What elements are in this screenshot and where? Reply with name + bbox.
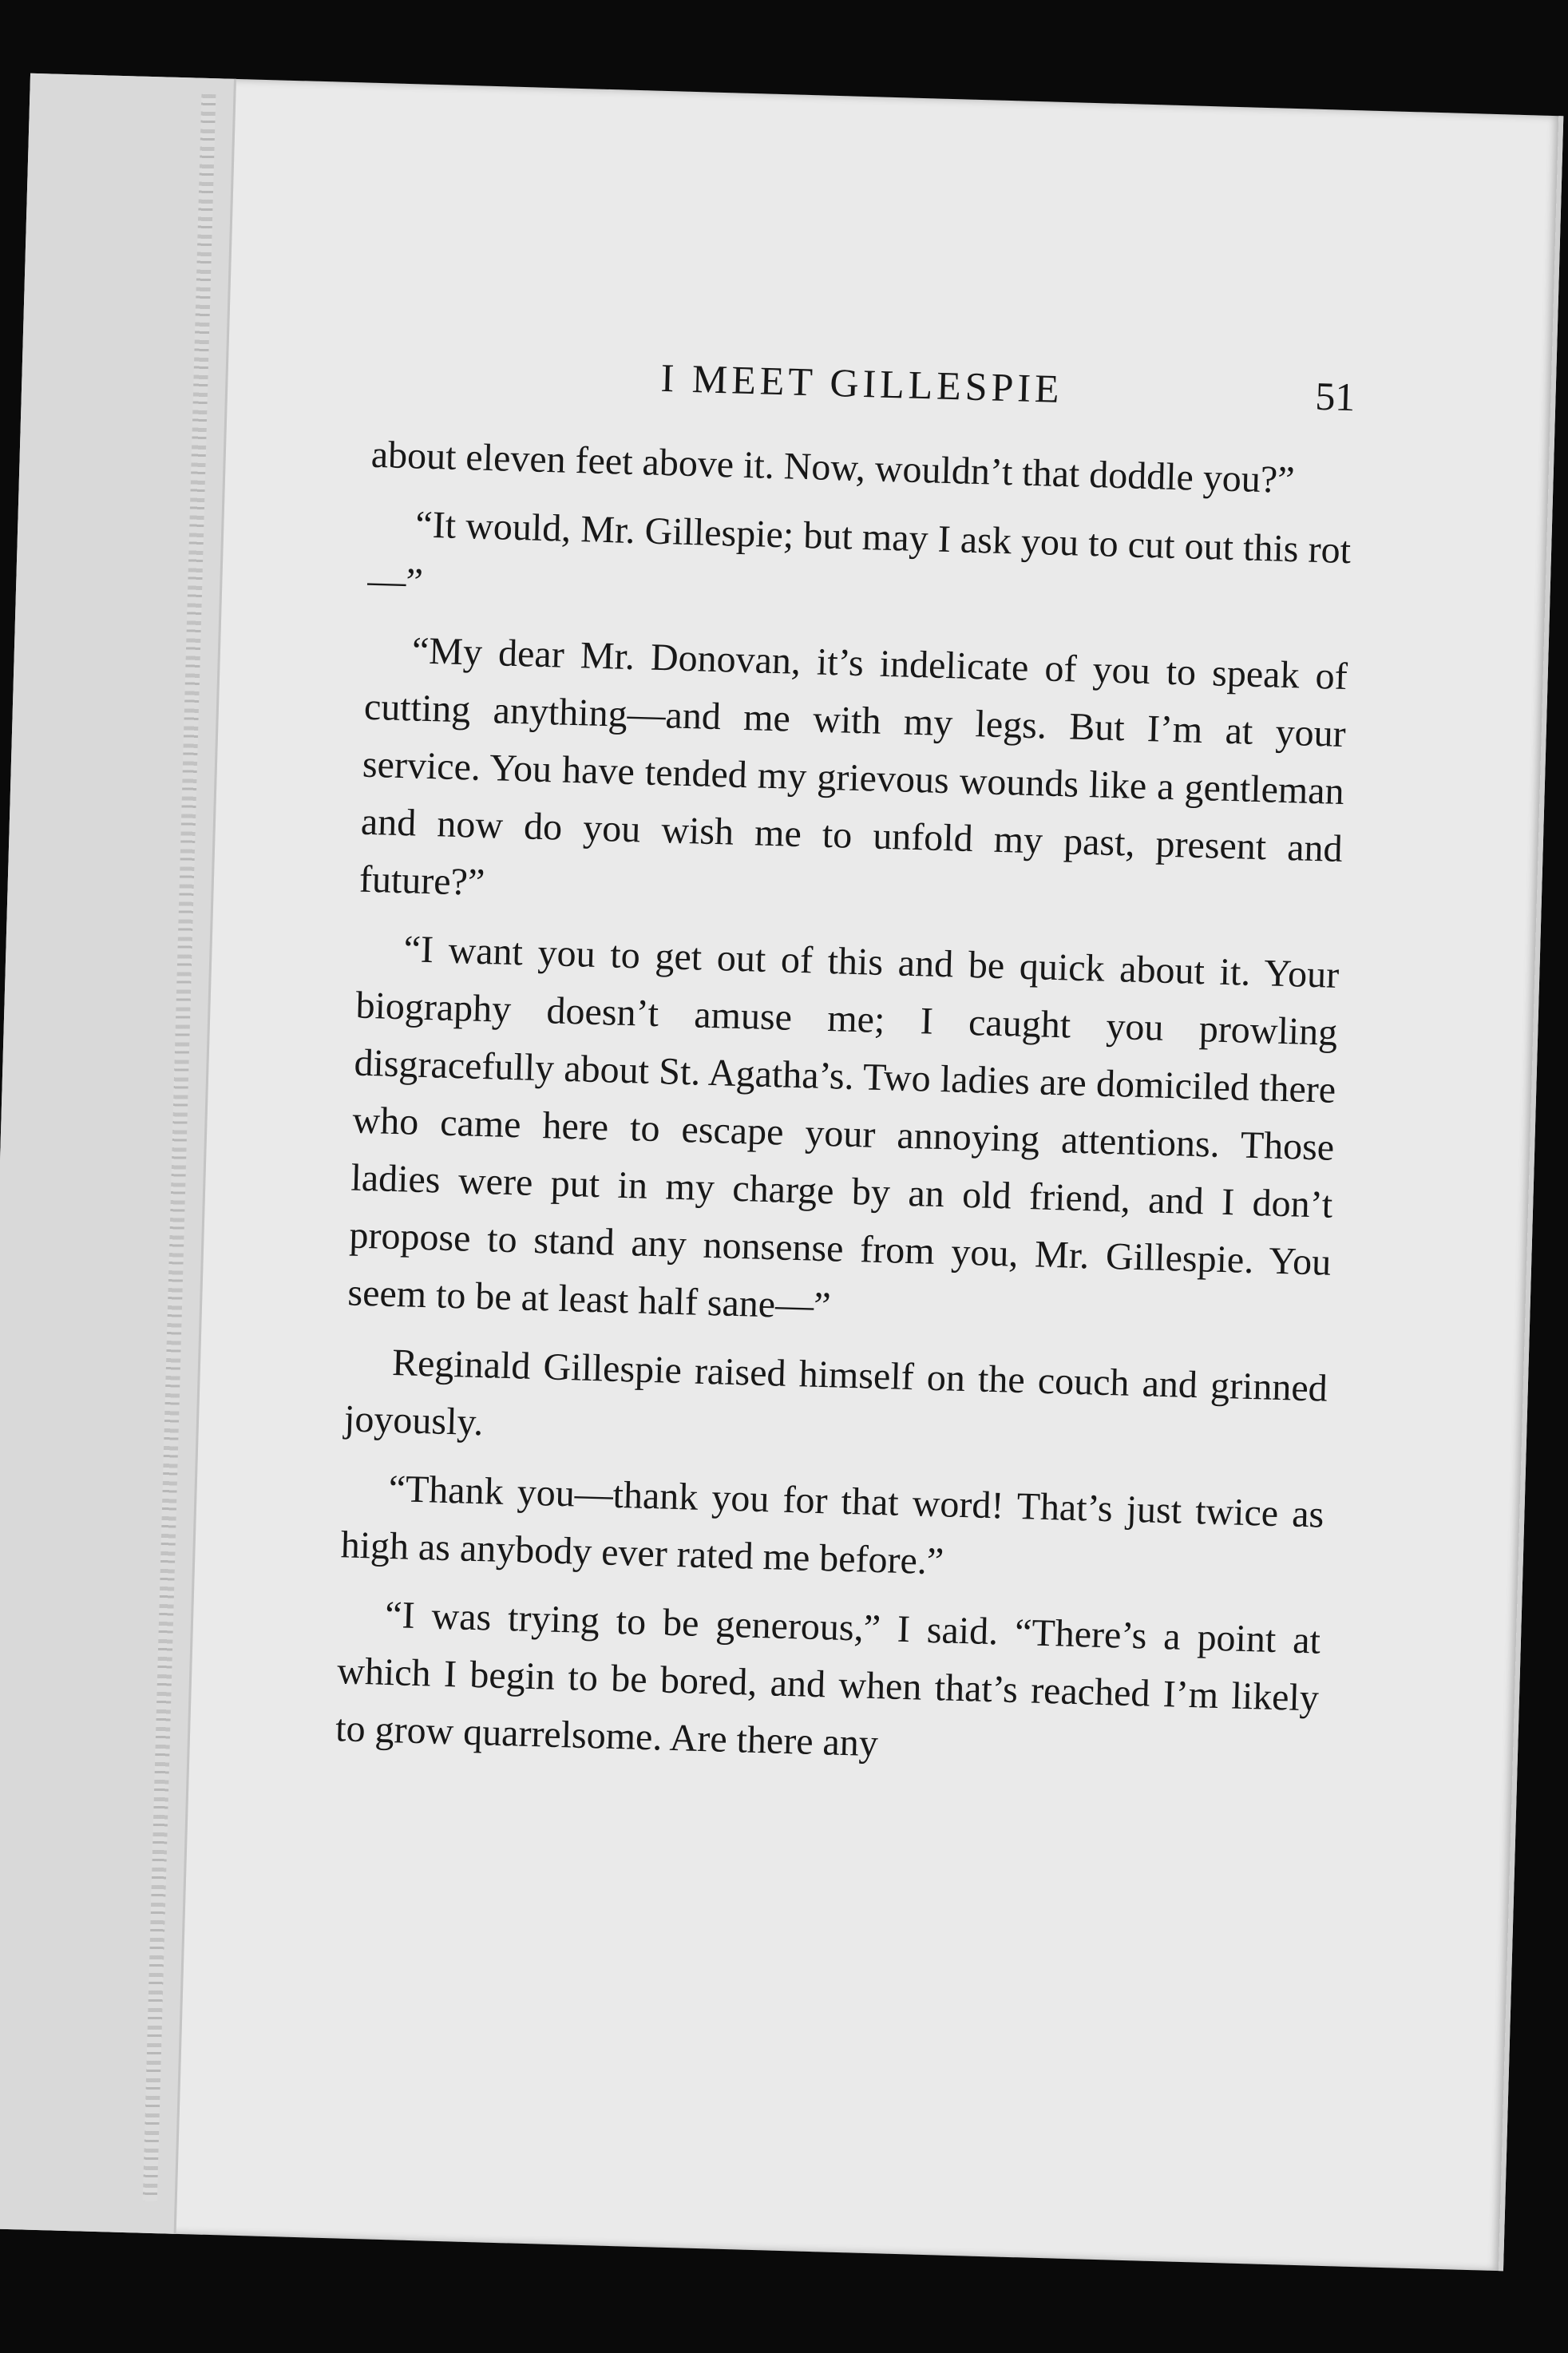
paragraph-7: “I was trying to be generous,” I said. “There’s a point at which I begin to be bored, and when that’s reached I’m likely to grow quarrelsome. Are there any — [335, 1593, 1321, 1765]
page-text-block — [335, 347, 1356, 1785]
book-page — [0, 73, 1563, 2272]
paragraph-2: “It would, Mr. Gillespie; but may I ask you to cut out this rot—” — [366, 503, 1352, 604]
paragraph-5: Reginald Gillespie raised himself on the couch and grinned joyously. — [343, 1341, 1328, 1444]
running-title: I MEET GILLESPIE — [659, 355, 1064, 411]
page-number: 51 — [1314, 373, 1356, 420]
paragraph-4: “I want you to get out of this and be quick about it. Your biography doesn’t amuse me; I caught you prowling disgracefully about St. Agatha’s. Two ladies are domiciled there who came here to escape your annoying attentions. Those ladies were put in my charge by an old friend, and I don’t propose to stand any nonsense from you, Mr. Gillespie. You seem to be at least half sane—” — [346, 928, 1340, 1328]
paragraph-1: about eleven feet above it. Now, wouldn’t that doddle you?” — [370, 433, 1296, 502]
paragraph-3: “My dear Mr. Donovan, it’s indelicate of you to speak of cutting anything—and me with my legs. But I’m at your service. You have tended my grievous wounds like a gentleman and now do you wish me to unfold my past, present and future?” — [358, 629, 1348, 904]
paragraph-6: “Thank you—thank you for that word! That’s just twice as high as anybody ever rated me before.” — [340, 1467, 1325, 1583]
